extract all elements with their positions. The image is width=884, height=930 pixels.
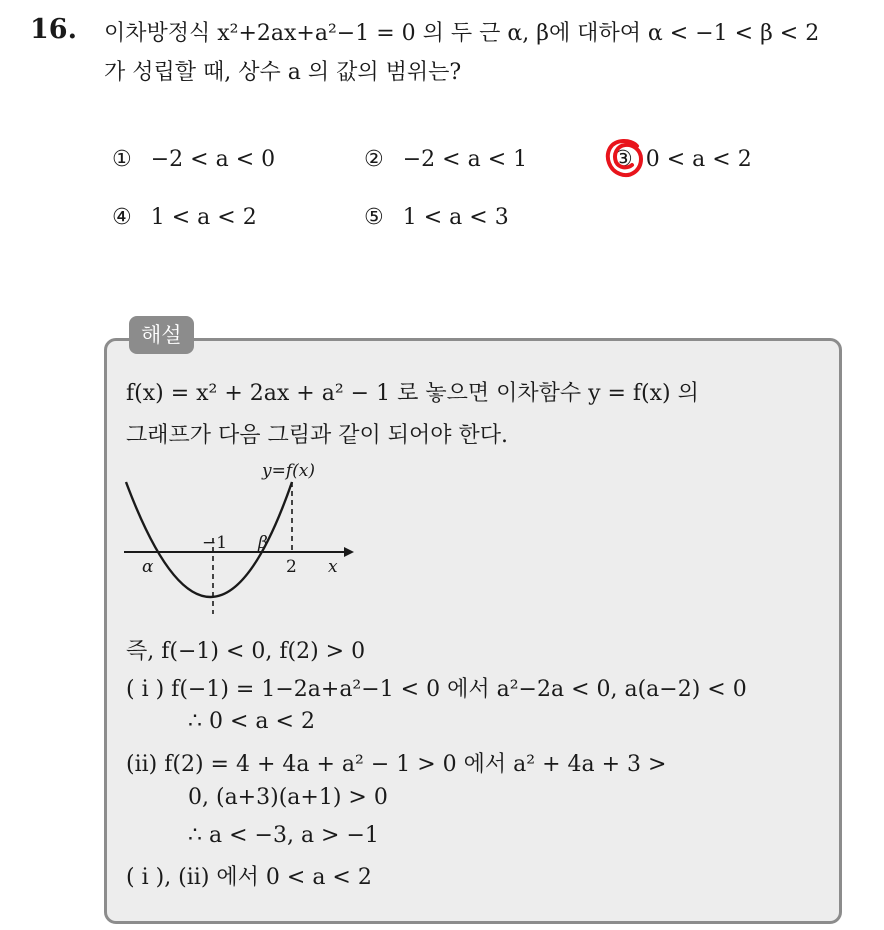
solution-line-5: 0, (a+3)(a+1) > 0 bbox=[188, 785, 388, 810]
choice-number: ① bbox=[112, 147, 132, 172]
choice-4[interactable] bbox=[112, 205, 257, 230]
choice-2[interactable] bbox=[364, 147, 527, 172]
label-x: x bbox=[328, 557, 338, 577]
choice-5[interactable] bbox=[364, 205, 509, 230]
solution-line-3: ∴ 0 < a < 2 bbox=[188, 709, 315, 734]
label-2: 2 bbox=[286, 557, 297, 577]
answer-mark-icon bbox=[603, 136, 647, 180]
question-text-line2: 가 성립할 때, 상수 a 의 값의 범위는? bbox=[104, 60, 462, 85]
solution-intro-line2: 그래프가 다음 그림과 같이 되어야 한다. bbox=[126, 423, 508, 448]
label-minus1: −1 bbox=[202, 533, 228, 553]
solution-line-7: ( i ), (ii) 에서 0 < a < 2 bbox=[126, 865, 372, 890]
choice-1[interactable] bbox=[112, 147, 275, 172]
curve-label: y=f(x) bbox=[262, 461, 315, 481]
parabola-graph bbox=[112, 452, 362, 632]
label-beta: β bbox=[258, 533, 268, 553]
x-axis-arrow-icon bbox=[344, 547, 354, 557]
solution-line-6: ∴ a < −3, a > −1 bbox=[188, 823, 379, 848]
choice-number: ④ bbox=[112, 205, 132, 230]
choice-text: −2 < a < 0 bbox=[150, 147, 276, 172]
label-alpha: α bbox=[142, 557, 154, 577]
choice-text: 1 < a < 2 bbox=[150, 205, 257, 230]
solution-tag: 해설 bbox=[129, 316, 194, 354]
question-number: 16. bbox=[30, 14, 77, 45]
question-text-line1: 이차방정식 x²+2ax+a²−1 = 0 의 두 근 α, β에 대하여 α < −1 < β < 2 bbox=[104, 21, 820, 46]
choice-number: ② bbox=[364, 147, 384, 172]
choice-text: −2 < a < 1 bbox=[402, 147, 528, 172]
choice-text: 1 < a < 3 bbox=[402, 205, 509, 230]
solution-line-4: (ii) f(2) = 4 + 4a + a² − 1 > 0 에서 a² + 4a + 3 > bbox=[126, 752, 667, 777]
choice-text: 0 < a < 2 bbox=[645, 147, 752, 172]
solution-line-2: ( i ) f(−1) = 1−2a+a²−1 < 0 에서 a²−2a < 0, a(a−2) < 0 bbox=[126, 677, 747, 702]
solution-intro-line1: f(x) = x² + 2ax + a² − 1 로 놓으면 이차함수 y = f(x) 의 bbox=[126, 381, 699, 406]
choice-number: ③ bbox=[613, 147, 633, 172]
choice-number: ⑤ bbox=[364, 205, 384, 230]
solution-line-1: 즉, f(−1) < 0, f(2) > 0 bbox=[126, 639, 366, 664]
